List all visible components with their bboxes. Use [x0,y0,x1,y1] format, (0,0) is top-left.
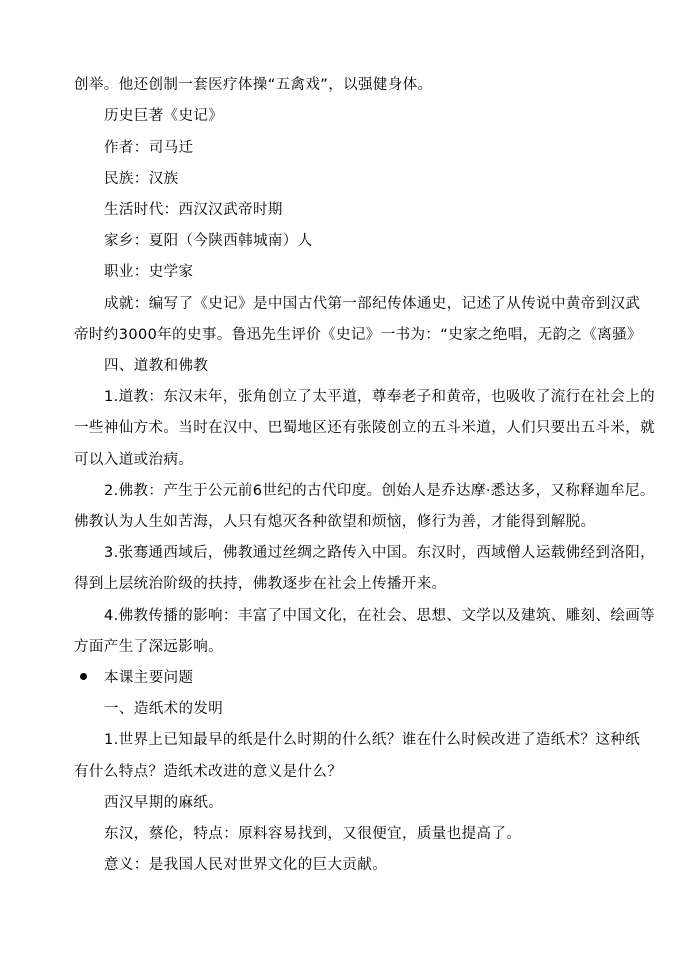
answer-line-early-paper: 西汉早期的麻纸。 [104,795,224,811]
text-line-buddhism: 2.佛教：产生于公元前6世纪的古代印度。创始人是乔达摩·悉达多，又称释迦牟尼。 [104,483,655,499]
text-line-zhangqian-cont: 得到上层统治阶级的扶持，佛教逐步在社会上传播开来。 [74,576,447,592]
section-heading-taoism-buddhism: 四、道教和佛教 [104,358,209,374]
text-line-era: 生活时代：西汉汉武帝时期 [104,202,283,218]
answer-line-significance: 意义：是我国人民对世界文化的巨大贡献。 [104,857,388,873]
text-line-taoism-cont2: 可以入道或治病。 [74,452,194,468]
text-line-ethnicity: 民族：汉族 [104,171,179,187]
heading-shiji: 历史巨著《史记》 [104,108,224,124]
text-line-zhangqian: 3.张骞通西域后，佛教通过丝绸之路传入中国。东汉时，西域僧人运载佛经到洛阳， [104,545,656,561]
bullet-icon [80,673,87,680]
text-line-buddhism-cont: 佛教认为人生如苦海，人只有熄灭各种欲望和烦恼，修行为善，才能得到解脱。 [74,514,596,530]
text-line-achievement-cont: 帝时约3000年的史事。鲁迅先生评价《史记》一书为：“史家之绝唱，无韵之《离骚》 [74,327,642,343]
question-line-cont: 有什么特点？造纸术改进的意义是什么？ [74,764,343,780]
text-line-wuqinxi: 创举。他还创制一套医疗体操“五禽戏”，以强健身体。 [74,77,433,93]
answer-line-cailun: 东汉，蔡伦，特点：原料容易找到，又很便宜，质量也提高了。 [104,826,522,842]
text-line-hometown: 家乡：夏阳（今陕西韩城南）人 [104,233,313,249]
text-line-taoism: 1.道教：东汉末年，张角创立了太平道，尊奉老子和黄帝，也吸收了流行在社会上的 [104,389,656,405]
section-heading-main-questions: 本课主要问题 [104,670,194,686]
subheading-papermaking: 一、造纸术的发明 [104,701,224,717]
question-line: 1.世界上已知最早的纸是什么时期的什么纸？谁在什么时候改进了造纸术？这种纸 [104,732,641,748]
text-line-achievement: 成就：编写了《史记》是中国古代第一部纪传体通史，记述了从传说中黄帝到汉武 [104,296,641,312]
text-line-influence: 4.佛教传播的影响：丰富了中国文化，在社会、思想、文学以及建筑、雕刻、绘画等 [104,608,656,624]
text-line-author: 作者：司马迁 [104,140,194,156]
text-line-occupation: 职业：史学家 [104,264,194,280]
text-line-taoism-cont1: 一些神仙方术。当时在汉中、巴蜀地区还有张陵创立的五斗米道，人们只要出五斗米，就 [74,420,656,436]
text-line-influence-cont: 方面产生了深远影响。 [74,639,223,655]
